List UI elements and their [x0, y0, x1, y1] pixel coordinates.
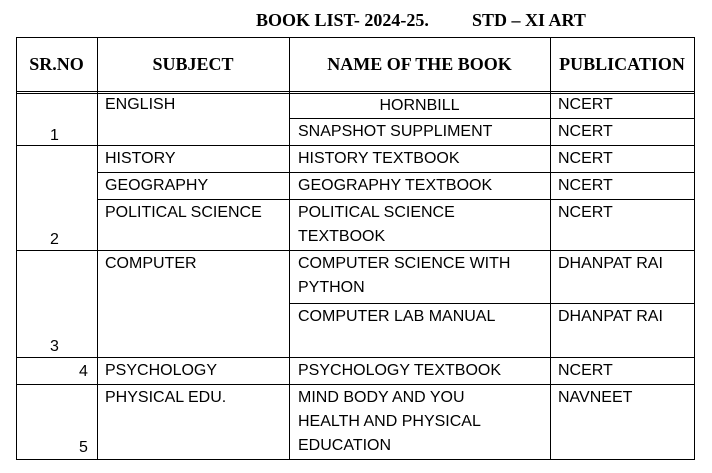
- subject-cell: PHYSICAL EDU.: [105, 389, 227, 406]
- book-list-title: BOOK LIST- 2024-25.: [256, 10, 429, 30]
- book-name-cell: HISTORY TEXTBOOK: [298, 150, 460, 167]
- subject-cell: COMPUTER: [105, 255, 197, 272]
- book-name-cell: SNAPSHOT SUPPLIMENT: [298, 123, 493, 140]
- publication-cell: NCERT: [558, 204, 613, 221]
- subject-cell: POLITICAL SCIENCE: [105, 204, 262, 221]
- subject-cell: GEOGRAPHY: [105, 177, 209, 194]
- book-name-cell: PYTHON: [298, 279, 365, 296]
- publication-cell: NCERT: [558, 150, 613, 167]
- sr-no: 1: [50, 127, 59, 144]
- std-label: STD – XI ART: [472, 10, 586, 30]
- publication-cell: DHANPAT RAI: [558, 308, 663, 325]
- book-name-cell: POLITICAL SCIENCE: [298, 204, 455, 221]
- sr-no: 3: [50, 338, 59, 355]
- sr-no: 4: [79, 363, 88, 380]
- header-srno: SR.NO: [29, 54, 84, 74]
- header-subject: SUBJECT: [152, 54, 234, 74]
- book-name-cell: GEOGRAPHY TEXTBOOK: [298, 177, 493, 194]
- header-book-name: NAME OF THE BOOK: [327, 54, 512, 74]
- sr-no: 5: [79, 439, 88, 456]
- subject-cell: PSYCHOLOGY: [105, 362, 218, 379]
- book-name-cell: COMPUTER SCIENCE WITH: [298, 255, 511, 272]
- publication-cell: NCERT: [558, 362, 613, 379]
- book-name-cell: TEXTBOOK: [298, 228, 386, 245]
- sr-no: 2: [50, 231, 59, 248]
- book-name-cell: COMPUTER LAB MANUAL: [298, 308, 496, 325]
- publication-cell: NAVNEET: [558, 389, 633, 406]
- publication-cell: NCERT: [558, 123, 613, 140]
- publication-cell: NCERT: [558, 96, 613, 113]
- book-name-cell: HORNBILL: [379, 97, 460, 114]
- subject-cell: ENGLISH: [105, 96, 176, 113]
- publication-cell: NCERT: [558, 177, 613, 194]
- publication-cell: DHANPAT RAI: [558, 255, 663, 272]
- subject-cell: HISTORY: [105, 150, 176, 167]
- book-name-cell: HEALTH AND PHYSICAL: [298, 413, 481, 430]
- book-name-cell: MIND BODY AND YOU: [298, 389, 465, 406]
- header-publication: PUBLICATION: [559, 54, 685, 74]
- book-name-cell: EDUCATION: [298, 437, 392, 454]
- book-name-cell: PSYCHOLOGY TEXTBOOK: [298, 362, 502, 379]
